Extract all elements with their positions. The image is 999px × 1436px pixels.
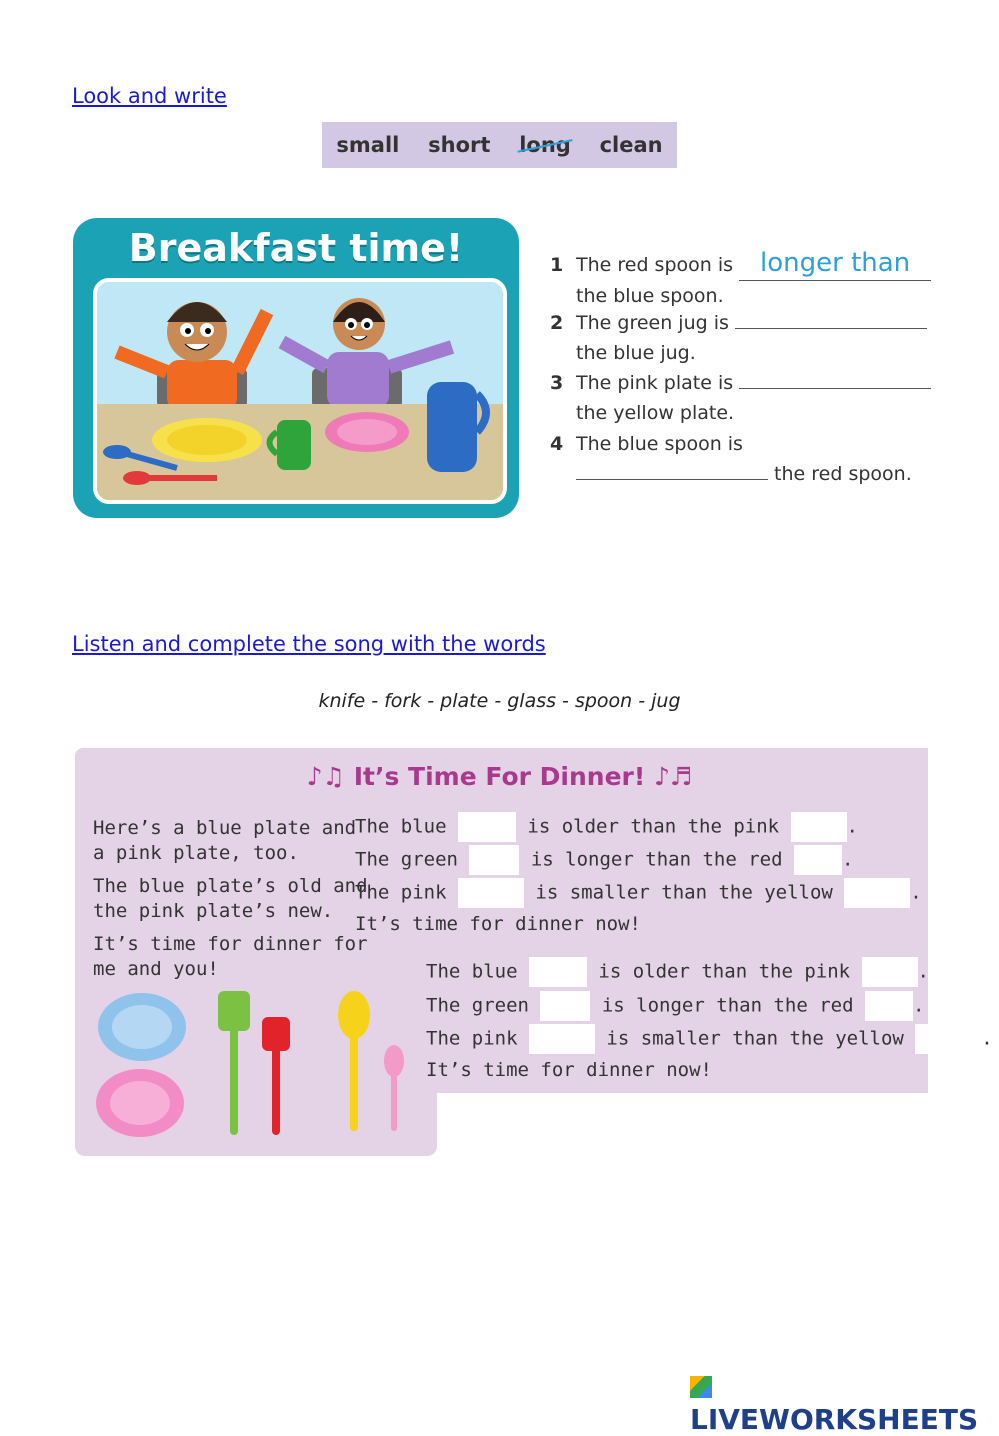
sentence-text: the yellow plate. [576,402,735,424]
song-line: The blue plate’s old and [93,875,368,897]
sentence-number: 2 [550,312,564,334]
song-blank[interactable] [458,812,516,842]
verse2-line2: The green is longer than the red . [426,991,924,1021]
song-blank[interactable] [529,957,587,987]
picture-title: Breakfast time! [128,226,464,270]
sentence-1 [550,248,931,311]
sentence-4 [550,429,912,489]
logo-icon [690,1376,712,1398]
sentence-number: 3 [550,372,564,394]
section-heading-listen[interactable]: Listen and complete the song with the words [72,632,546,656]
sentence-text: the blue spoon. [576,285,724,307]
verse2-line3: The pink is smaller than the yellow . [426,1024,993,1054]
song-line: Here’s a blue plate and [93,817,357,839]
tableware-illustration [90,985,420,1149]
song-blank[interactable] [915,1024,981,1054]
sentence-2 [550,308,927,368]
answer-blank-2[interactable] [735,308,927,329]
song-line: It’s time for dinner for [93,933,368,955]
song-line: the pink plate’s new. [93,900,334,922]
sentence-text: The green jug is [576,312,729,334]
song-blank[interactable] [540,991,590,1021]
song-line: a pink plate, too. [93,842,299,864]
music-note-icon: ♪♫ [306,762,354,791]
verse1-line4: It’s time for dinner now! [355,913,641,935]
song-blank[interactable] [844,878,910,908]
verse2-line1: The blue is older than the pink . [426,957,929,987]
word-bank-item: short [428,133,491,157]
word-bank [322,122,677,168]
breakfast-scene-illustration [93,278,507,504]
verse2-line4: It’s time for dinner now! [426,1059,712,1081]
sentence-text: The pink plate is [576,372,734,394]
answer-blank-3[interactable] [739,368,931,389]
verse1-line3: The pink is smaller than the yellow . [355,878,922,908]
sentence-text: The blue spoon is [576,433,743,455]
sentence-text: The red spoon is [576,254,734,276]
song-line: me and you! [93,958,219,980]
sentence-text: the blue jug. [576,342,696,364]
sentence-number: 1 [550,254,564,276]
liveworksheets-logo: LIVEWORKSHEETS [690,1370,999,1436]
section-heading-look-and-write[interactable]: Look and write [72,84,227,108]
sentence-text: the red spoon. [774,463,912,485]
verse1-line1: The blue is older than the pink . [355,812,858,842]
song-blank[interactable] [862,957,918,987]
song-blank[interactable] [794,845,842,875]
song-title: ♪♫ It’s Time For Dinner! ♪♬ [306,762,693,791]
word-bank-item-crossed: long [519,133,571,157]
answer-text: longer than [760,248,911,278]
sentence-number: 4 [550,433,564,455]
answer-example [739,248,931,281]
song-blank[interactable] [791,812,847,842]
song-blank[interactable] [458,878,524,908]
sentence-3 [550,368,931,428]
song-blank[interactable] [529,1024,595,1054]
word-bank-item: small [336,133,400,157]
word-list: knife - fork - plate - glass - spoon - jug [318,690,681,712]
breakfast-picture [73,218,519,518]
word-bank-item: clean [599,133,663,157]
verse1-line2: The green is longer than the red . [355,845,853,875]
answer-blank-4[interactable] [576,459,768,480]
song-blank[interactable] [865,991,913,1021]
song-blank[interactable] [469,845,519,875]
song-left-text [93,816,368,982]
music-note-icon: ♪♬ [645,762,693,791]
